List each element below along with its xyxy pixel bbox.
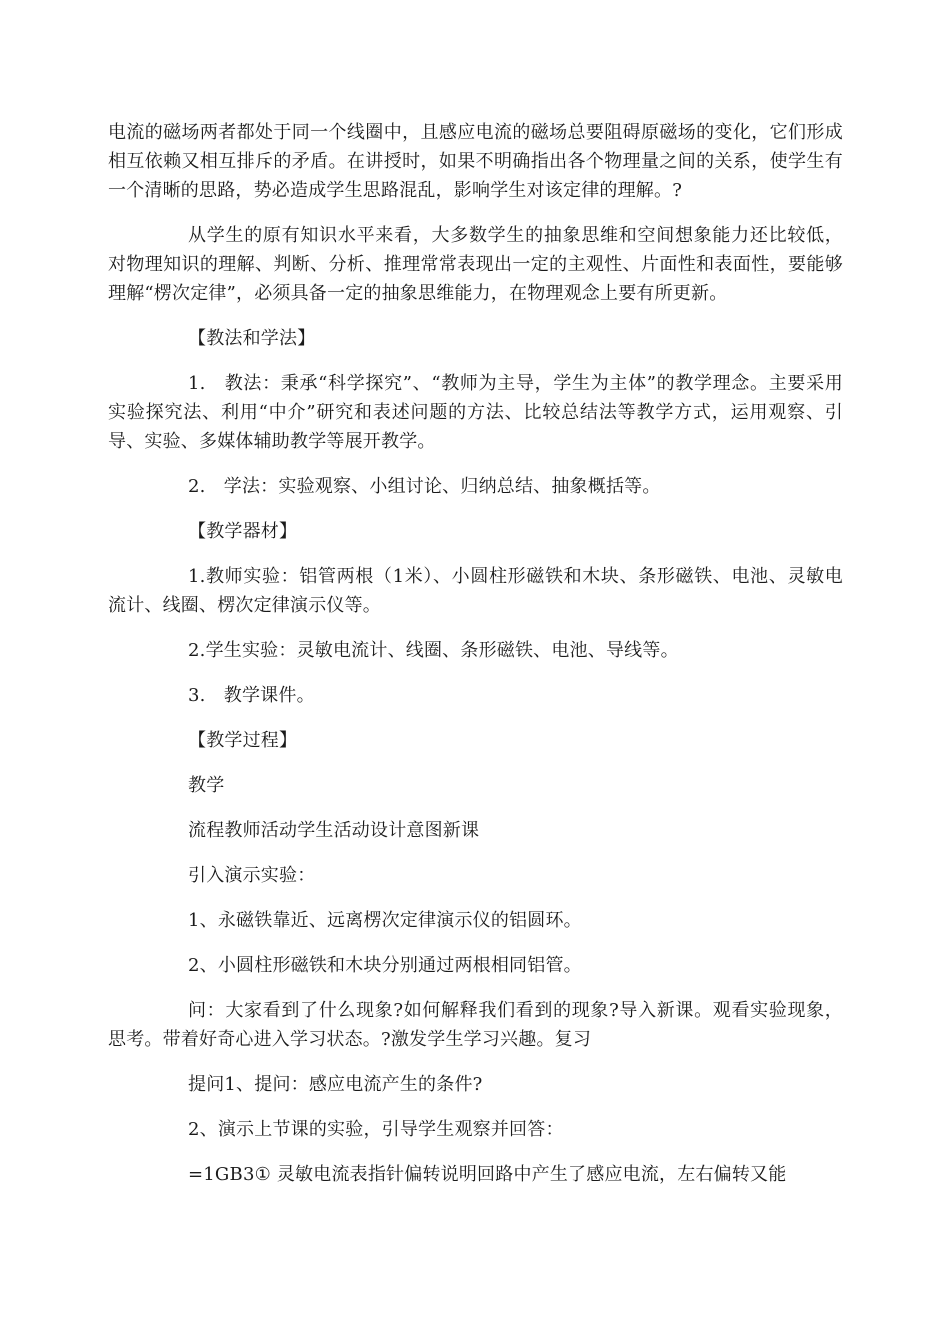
paragraph-demo-1: 1、永磁铁靠近、远离楞次定律演示仪的铝圆环。 bbox=[188, 910, 582, 931]
paragraph-teaching: 教学 bbox=[188, 775, 225, 796]
paragraph-teaching-method: 1. 教法：秉承“科学探究”、“教师为主导，学生为主体”的教学理念。主要采用实验探究法、利用“中介”研究和表述问题的方法、比较总结法等教学方式，运用观察、引导、实验、多媒体辅助教学等展开教学。 bbox=[108, 373, 843, 452]
paragraph-intro-demo: 引入演示实验： bbox=[188, 865, 316, 886]
paragraph-courseware: 3. 教学课件。 bbox=[188, 685, 315, 706]
paragraph-student-analysis: 从学生的原有知识水平来看，大多数学生的抽象思维和空间想象能力还比较低，对物理知识的理解、判断、分析、推理常常表现出一定的主观性、片面性和表面性，要能够理解“楞次定律”，必须具备一定的抽象思维能力，在物理观念上要有所更新。 bbox=[108, 225, 843, 304]
paragraph-learning-method: 2. 学法：实验观察、小组讨论、归纳总结、抽象概括等。 bbox=[188, 476, 661, 497]
paragraph-flow-header: 流程教师活动学生活动设计意图新课 bbox=[188, 820, 480, 841]
paragraph-review-demo: 2、演示上节课的实验，引导学生观察并回答： bbox=[188, 1119, 564, 1140]
paragraph-intro-continued: 电流的磁场两者都处于同一个线圈中，且感应电流的磁场总要阻碍原磁场的变化，它们形成相互依赖又相互排斥的矛盾。在讲授时，如果不明确指出各个物理量之间的关系，使学生有一个清晰的思路，势必造成学生思路混乱，影响学生对该定律的理解。? bbox=[108, 122, 843, 201]
paragraph-demo-2: 2、小圆柱形磁铁和木块分别通过两根相同铝管。 bbox=[188, 955, 582, 976]
section-heading-process: 【教学过程】 bbox=[188, 730, 298, 751]
paragraph-question: 问：大家看到了什么现象?如何解释我们看到的现象?导入新课。观看实验现象，思考。带着好奇心进入学习状态。?激发学生学习兴趣。复习 bbox=[108, 1000, 843, 1050]
section-heading-equipment: 【教学器材】 bbox=[188, 521, 298, 542]
section-heading-methods: 【教法和学法】 bbox=[188, 328, 316, 349]
paragraph-teacher-experiment: 1.教师实验：铝管两根（1米）、小圆柱形磁铁和木块、条形磁铁、电池、灵敏电流计、线圈、楞次定律演示仪等。 bbox=[108, 566, 843, 616]
paragraph-review-question: 提问1、提问：感应电流产生的条件? bbox=[188, 1074, 483, 1095]
paragraph-observation: =1GB3① 灵敏电流表指针偏转说明回路中产生了感应电流，左右偏转又能 bbox=[188, 1164, 787, 1185]
document-page bbox=[108, 118, 843, 1205]
paragraph-student-experiment: 2.学生实验：灵敏电流计、线圈、条形磁铁、电池、导线等。 bbox=[188, 640, 679, 661]
